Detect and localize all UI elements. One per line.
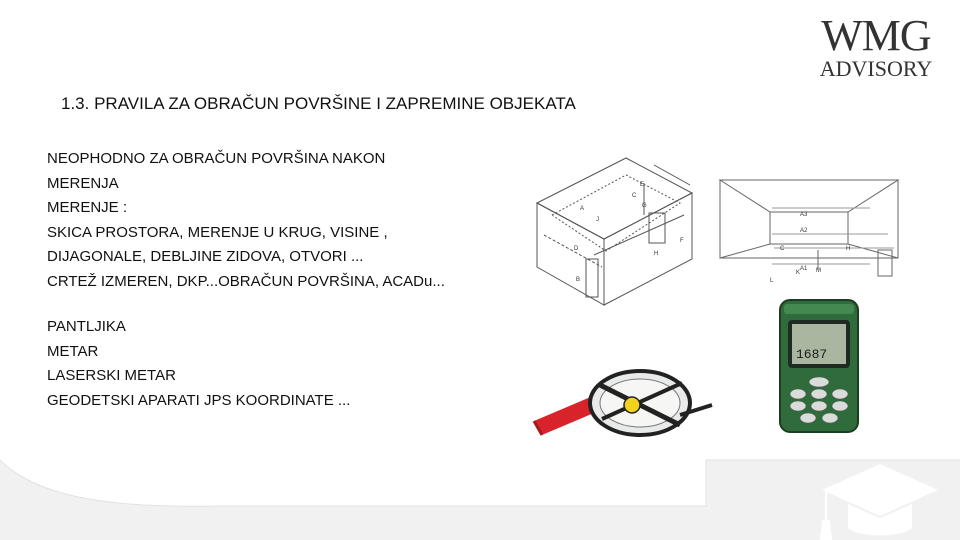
plan-label: L xyxy=(770,278,774,284)
plan-label: A2 xyxy=(800,228,808,234)
text-line: MERENJA xyxy=(47,174,119,192)
plan-label: M xyxy=(816,268,821,274)
sketch-label: G xyxy=(642,203,647,209)
room-sketch-image xyxy=(534,155,694,315)
sketch-label: D xyxy=(574,246,579,252)
text-line: MERENJE : xyxy=(47,199,128,216)
logo-line2: ADVISORY xyxy=(819,56,933,81)
measurement-text xyxy=(47,147,445,294)
text-line: NEOPHODNO ZA OBRAČUN POVRŠINA NAKON xyxy=(47,150,386,167)
text-line: SKICA PROSTORA, MERENJE U KRUG, VISINE , xyxy=(47,223,388,241)
room-plan-image xyxy=(718,178,900,288)
meter-reading: 1687 xyxy=(796,347,828,362)
laser-meter-image xyxy=(776,296,862,436)
text-line: CRTEŽ IZMEREN, DKP...OBRAČUN POVRŠINA, ACADu... xyxy=(47,272,445,290)
sketch-label: A xyxy=(580,206,585,212)
wmg-advisory-logo xyxy=(806,11,946,82)
sketch-label: E xyxy=(640,182,645,188)
logo-line1: WMG xyxy=(821,11,931,60)
plan-label: C xyxy=(780,246,785,252)
text-line: METAR xyxy=(47,342,99,360)
text-line: PANTLJIKA xyxy=(47,318,126,335)
plan-label: A3 xyxy=(800,212,808,218)
sketch-label: C xyxy=(632,193,637,199)
page-title: 1.3. PRAVILA ZA OBRAČUN POVRŠINE I ZAPREMINE OBJEKATA xyxy=(61,94,576,113)
plan-label: K xyxy=(796,270,801,276)
sketch-label: B xyxy=(576,277,581,283)
sketch-label: F xyxy=(680,238,684,244)
plan-label: H xyxy=(846,246,851,252)
footer-decoration xyxy=(0,430,960,540)
text-line: LASERSKI METAR xyxy=(47,367,176,384)
text-line: GEODETSKI APARATI JPS KOORDINATE ... xyxy=(47,391,351,409)
plan-label: A1 xyxy=(800,266,808,272)
sketch-label: J xyxy=(596,217,599,223)
sketch-label: H xyxy=(654,251,659,257)
text-line: DIJAGONALE, DEBLJINE ZIDOVA, OTVORI ... xyxy=(47,248,364,265)
tools-text xyxy=(47,315,350,413)
